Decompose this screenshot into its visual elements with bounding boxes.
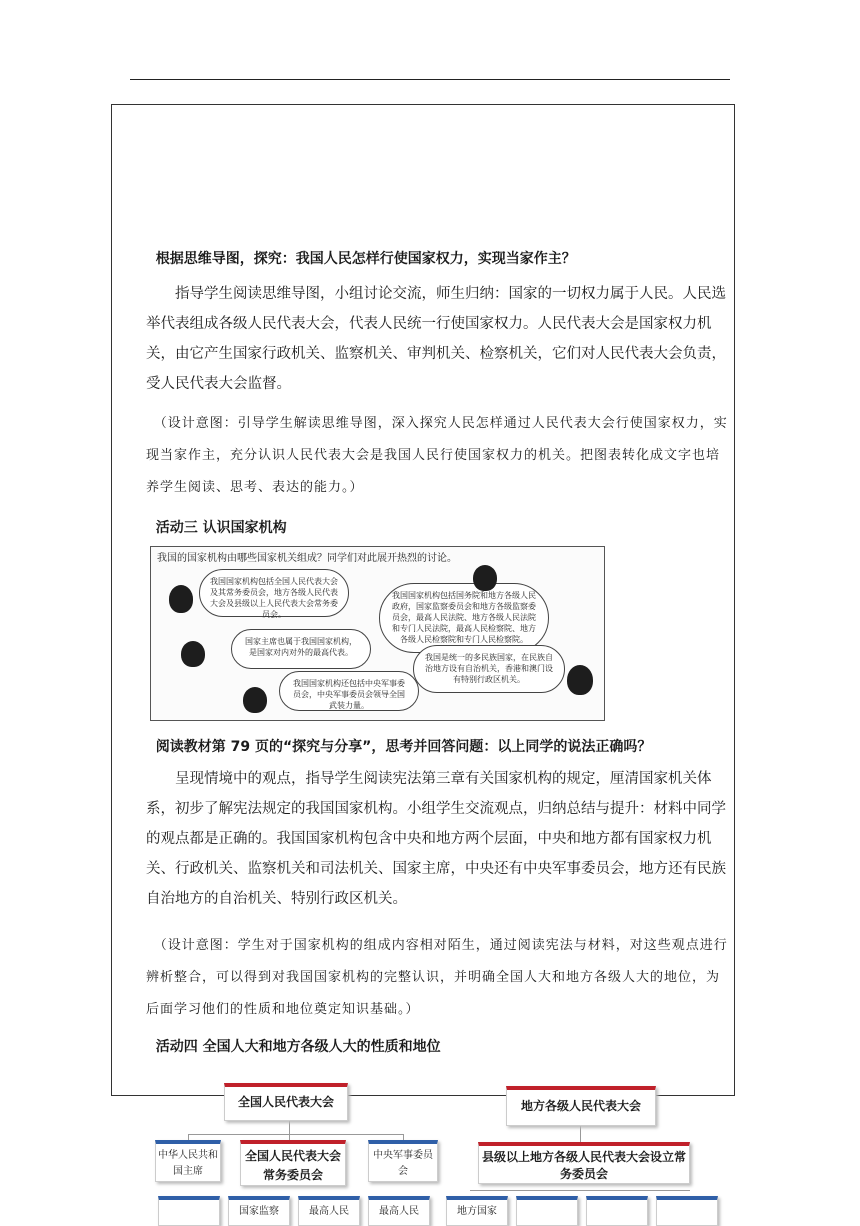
org-box-right-child-2 [516, 1196, 578, 1226]
cartoon-panel [150, 546, 605, 721]
activity-4-heading: 活动四 全国人大和地方各级人大的性质和地位 [155, 1039, 441, 1055]
org-box-child-4: 最高人民 [368, 1196, 430, 1226]
student-silhouette-icon [181, 641, 205, 667]
question-2: 阅读教材第 79 页的“探究与分享”，思考并回答问题：以上同学的说法正确吗？ [155, 739, 652, 755]
design-note-1: （设计意图：引导学生解读思维导图，深入探究人民怎样通过人民代表大会行使国家权力，实现当家作主，充分认识人民代表大会是我国人民行使国家权力的机关。把图表转化成文字也培养学生阅读、思考、表达的能力。） [146, 416, 728, 495]
speech-bubble-5: 我国国家机构还包括中央军事委员会，中央军事委员会领导全国武装力量。 [279, 671, 419, 711]
org-box-child-3: 最高人民 [298, 1196, 360, 1226]
paragraph-2: 呈现情境中的观点，指导学生阅读宪法第三章有关国家机构的规定，厘清国家机关体系，初步了解宪法规定的我国国家机构。小组学生交流观点，归纳总结与提升：材料中同学的观点都是正确的。我国国家机构包含中央和地方两个层面，中央和地方都有国家权力机关、行政机关、监察机关和司法机关、国家主席，中央还有中央军事委员会，地方还有民族自治地方的自治机关、特别行政区机关。 [146, 771, 726, 907]
connector-line [580, 1124, 581, 1144]
student-silhouette-icon [473, 565, 497, 591]
student-silhouette-icon [169, 585, 193, 613]
org-box-national-npc: 全国人民代表大会 [224, 1083, 348, 1121]
student-silhouette-icon [567, 665, 593, 695]
connector-line [470, 1190, 690, 1191]
org-box-local-standing-committee: 县级以上地方各级人民代表大会设立常务委员会 [478, 1142, 690, 1184]
org-box-right-child-3 [586, 1196, 648, 1226]
org-box-local-npc: 地方各级人民代表大会 [506, 1086, 656, 1126]
speech-bubble-3: 国家主席也属于我国国家机构，是国家对内对外的最高代表。 [231, 629, 371, 669]
speech-bubble-4: 我国是统一的多民族国家，在民族自治地方设有自治机关，香港和澳门设有特别行政区机关。 [413, 645, 565, 693]
org-box-child-1 [158, 1196, 220, 1226]
connector-line [188, 1134, 403, 1135]
question-1: 根据思维导图，探究：我国人民怎样行使国家权力，实现当家作主？ [155, 251, 576, 267]
cartoon-title: 我国的国家机构由哪些国家机关组成？同学们对此展开热烈的讨论。 [157, 553, 457, 564]
speech-bubble-2: 我国国家机构包括国务院和地方各级人民政府，国家监察委员会和地方各级监察委员会，最高人民法院、地方各级人民法院和专门人民法院，最高人民检察院、地方各级人民检察院和专门人民检察院。 [379, 583, 549, 653]
org-box-president: 中华人民共和国主席 [155, 1140, 221, 1182]
org-box-npc-standing-committee: 全国人民代表大会常务委员会 [240, 1140, 346, 1186]
speech-bubble-1: 我国国家机构包括全国人民代表大会及其常务委员会，地方各级人民代表大会及县级以上人民代表大会常务委员会。 [199, 569, 349, 617]
header-rule [130, 79, 730, 80]
activity-3-heading: 活动三 认识国家机构 [155, 520, 287, 536]
org-box-child-2: 国家监察 [228, 1196, 290, 1226]
org-box-right-child-1: 地方国家 [446, 1196, 508, 1226]
org-box-central-military-commission: 中央军事委员会 [368, 1140, 438, 1182]
org-box-right-child-4 [656, 1196, 718, 1226]
design-note-2: （设计意图：学生对于国家机构的组成内容相对陌生，通过阅读宪法与材料，对这些观点进行辨析整合，可以得到对我国国家机构的完整认识，并明确全国人大和地方各级人大的地位，为后面学习他们的性质和地位奠定知识基础。） [146, 938, 728, 1017]
connector-line [289, 1120, 290, 1140]
student-silhouette-icon [243, 687, 267, 713]
paragraph-1: 指导学生阅读思维导图，小组讨论交流，师生归纳：国家的一切权力属于人民。人民选举代表组成各级人民代表大会，代表人民统一行使国家权力。人民代表大会是国家权力机关，由它产生国家行政机关、监察机关、审判机关、检察机关，它们对人民代表大会负责，受人民代表大会监督。 [146, 286, 726, 392]
